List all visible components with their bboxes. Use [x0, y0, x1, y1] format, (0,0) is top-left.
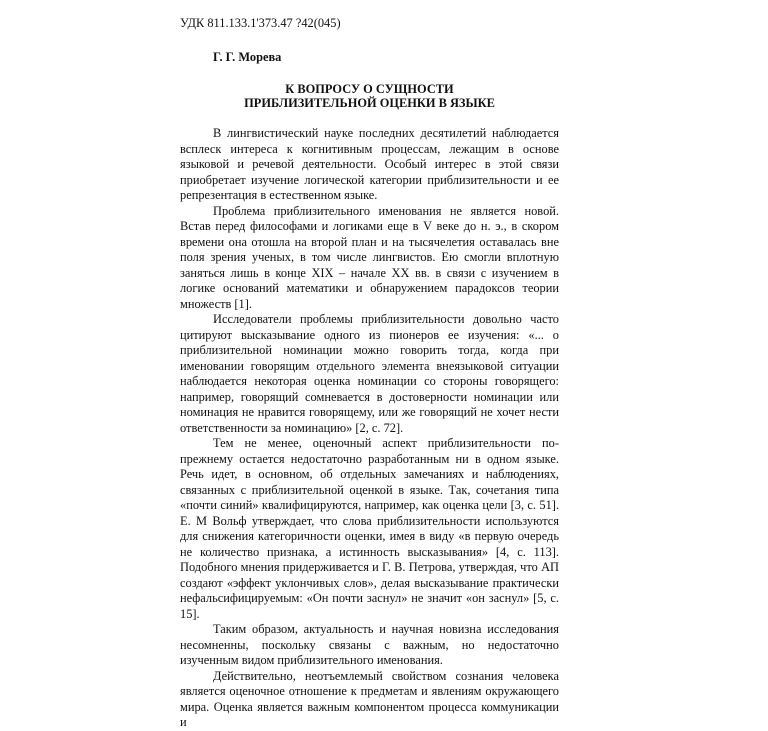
article-title-line-1: К ВОПРОСУ О СУЩНОСТИ — [285, 82, 454, 96]
article-title-line-2: ПРИБЛИЗИТЕЛЬНОЙ ОЦЕНКИ В ЯЗЫКЕ — [244, 96, 495, 110]
paragraph-3: Исследователи проблемы приблизительности довольно часто цитируют высказывание одного из пионеров ее изучения: «... о приблизительной номинации можно говорить тогда, когда при именовании говорящим отдельного элемента внеязыковой ситуации наблюдается некоторая оценка номинации со стороны говорящего: например, говорящий сомневается в достоверности номинации или номинация не нравится говорящему, или же говорящий не хочет нести ответственности за номинацию» [2, с. 72]. — [180, 312, 559, 435]
paragraph-1: В лингвистический науке последних десятилетий наблюдается всплеск интереса к когнитивным процессам, лежащим в основе языковой и речевой деятельности. Особый интерес в этой связи приобретает изучение логической категории приблизительности и ее репрезентация в естественном языке. — [180, 126, 559, 202]
paragraph-4: Тем не менее, оценочный аспект приблизительности по-прежнему остается недостаточно разработанным ни в одном языке. Речь идет, в основном, об отдельных замечаниях и наблюдениях, связанных с приблизительной оценкой в языке. Так, сочетания типа «почти синий» квалифицируются, например, как оценка цели [3, с. 51]. Е. М Вольф утверждает, что слова приблизительности используются для снижения категоричности оценки, имея в виду «в первую очередь не количество признака, а истинность высказывания» [4, с. 113]. Подобного мнения придерживается и Г. В. Петрова, утверждая, что АП создают «эффект уклончивых слов», делая высказывание практически нефальсифицируемым: «Он почти заснул» не значит «он заснул» [5, с. 15]. — [180, 436, 559, 621]
article-title — [180, 82, 559, 110]
paragraph-5: Таким образом, актуальность и научная новизна исследования несомненны, поскольку связаны с важным, но недостаточно изученным видом приблизительного именования. — [180, 622, 559, 667]
udc-code: УДК 811.133.1'373.47 ?42(045) — [180, 16, 341, 30]
paragraph-6: Действительно, неотъемлемый свойством сознания человека является оценочное отношение к предметам и явлениям окружающего мира. Оценка является важным компонентом процесса коммуникации и — [180, 668, 559, 729]
document-page — [180, 16, 559, 731]
paragraph-2: Проблема приблизительного именования не является новой. Встав перед философами и логиками еще в V веке до н. э., в скором времени она отошла на второй план и на тысячелетия оставалась вне поля зрения ученых, в том числе лингвистов. Ею смогли вплотную заняться лишь в конце XIX – начале XX вв. в связи с изучением в логике оснований математики и обнаружением парадоксов теории множеств [1]. — [180, 203, 559, 311]
author-name: Г. Г. Морева — [213, 49, 282, 64]
